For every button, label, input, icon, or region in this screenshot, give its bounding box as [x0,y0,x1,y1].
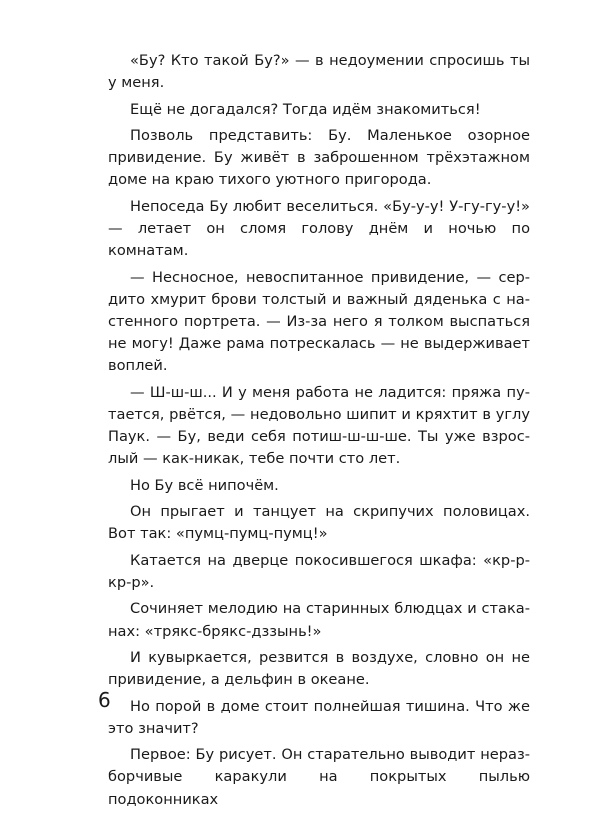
page-number: 6 [98,688,111,712]
paragraph: Позволь представить: Бу. Маленькое озорное привидение. Бу живёт в заброшенном трёхэтажном доме на краю тихого уютного пригорода. [108,126,530,189]
paragraph: Сочиняет мелодию на старинных блюдцах и стаканах: «трякс-брякс-дззынь!» [108,600,530,640]
paragraph: Катается на дверце покосившегося шкафа: «кр-р-кр-р». [108,551,530,591]
paragraph: Он прыгает и танцует на скрипучих половицах. Вот так: «пумц-пумц-пумц!» [108,503,530,543]
paragraph: — Ш-ш-ш... И у меня работа не ладится: пряжа путается, рвётся, — недовольно шипит и кряхтит в углу Паук. — Бу, веди себя потиш-ш-ш-ше. Ты уже взрослый — как-никак, тебе почти сто лет. [108,383,530,468]
paragraph: Ещё не догадался? Тогда идём знакомиться! [130,100,481,118]
paragraph: Но порой в доме стоит полнейшая тишина. Что же это значит? [108,697,530,737]
paragraph: «Бу? Кто такой Бу?» — в недоумении спросишь ты у меня. [108,52,530,92]
story-text [108,50,530,815]
paragraph: — Несносное, невоспитанное привидение, — сердито хмурит брови толстый и важный дяденька с настенного портрета. — Из-за него я толком выспаться не могу! Даже рама потрескалась — не выдерживает воплей. [108,268,530,375]
paragraph: Непоседа Бу любит веселиться. «Бу-у-у! У-гу-гу-у!» — летает он сломя голову днём и ночью по комнатам. [108,197,530,260]
paragraph: Первое: Бу рисует. Он старательно выводит неразборчивые каракули на покрытых пылью подоконниках [108,746,530,808]
paragraph: Но Бу всё нипочём. [130,476,279,494]
paragraph: И кувыркается, резвится в воздухе, словно он не привидение, а дельфин в океане. [108,648,530,689]
